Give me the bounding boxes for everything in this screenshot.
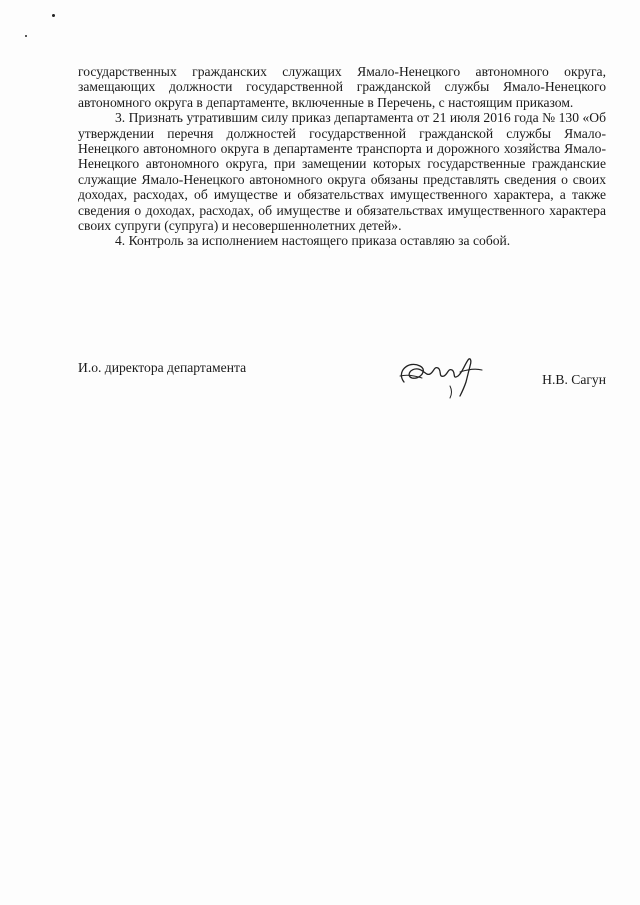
document-body [78, 64, 606, 249]
scan-speck [25, 35, 27, 37]
signature-block [78, 358, 606, 408]
paragraph-item-4: 4. Контроль за исполнением настоящего приказа оставляю за собой. [115, 233, 511, 249]
handwritten-signature [390, 352, 490, 400]
signer-name: Н.В. Сагун [542, 372, 606, 387]
scan-speck [52, 14, 55, 17]
signer-position: И.о. директора департамента [78, 360, 247, 375]
paragraph-item-3: 3. Признать утратившим силу приказ департамента от 21 июля 2016 года № 130 «Об утверждении перечня должностей государственной гражданской службы Ямало-Ненецкого автономного округа в департаменте транспорта и дорожного хозяйства Ямало-Ненецкого автономного округа, при замещении которых государственные гражданские служащие Ямало-Ненецкого автономного округа обязаны представлять сведения о своих доходах, расходах, об имуществе и обязательствах имущественного характера, а также сведения о доходах, расходах, об имуществе и обязательствах имущественного характера своих супруги (супруга) и несовершеннолетних детей». [78, 110, 606, 234]
paragraph-continuation: государственных гражданских служащих Ямало-Ненецкого автономного округа, замещающих должности государственной гражданской службы Ямало-Ненецкого автономного округа в департаменте, включенные в Перечень, с настоящим приказом. [78, 64, 606, 110]
